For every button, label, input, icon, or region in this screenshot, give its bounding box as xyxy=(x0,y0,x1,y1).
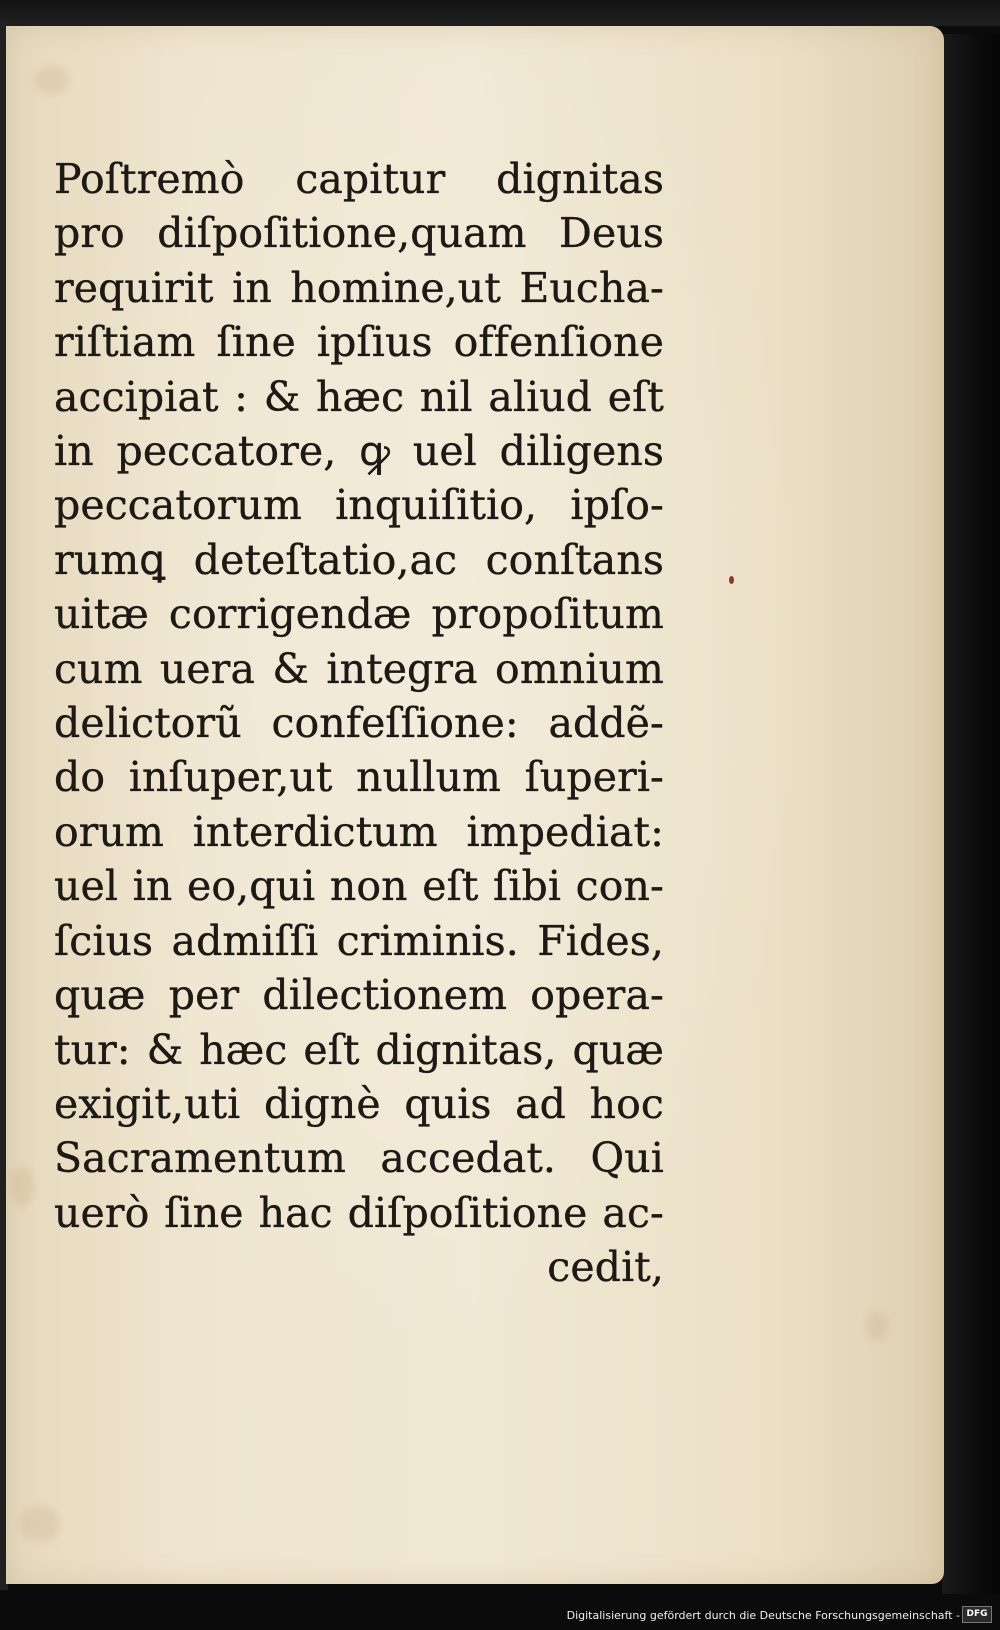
text-line: uerò ſine hac diſpoſitione ac- xyxy=(54,1188,664,1237)
book-edge xyxy=(942,34,1000,1594)
paper-stain xyxy=(10,1166,34,1206)
catchword: cedit, xyxy=(547,1243,664,1292)
dfg-logo: DFG xyxy=(962,1606,992,1623)
paper-stain xyxy=(866,1311,888,1341)
text-line: cum uera & integra omnium xyxy=(54,644,664,693)
text-line: Poſtremò capitur dignitas xyxy=(54,155,664,203)
text-line: quæ per dilectionem opera- xyxy=(54,971,664,1020)
text-line: accipiat : & hæc nil aliud eſt xyxy=(54,372,664,421)
text-line: riſtiam ſine ipſius offenſione xyxy=(54,318,664,367)
scan-footer xyxy=(0,1596,1000,1630)
text-line: uel in eo,qui non eſt ſibi con- xyxy=(54,862,664,911)
scan-top-edge xyxy=(0,0,1000,26)
text-line: tur: & hæc eſt dignitas, quæ xyxy=(54,1025,664,1074)
book-page xyxy=(6,26,944,1584)
text-line: exigit,uti dignè quis ad hoc xyxy=(54,1079,664,1128)
text-line: ſcius admiſſi criminis. Fides, xyxy=(54,916,664,965)
text-line: peccatorum inquiſitio, ipſo- xyxy=(54,481,664,530)
text-line: requirit in homine,ut Eucha- xyxy=(54,263,664,312)
text-line: pro diſpoſitione,quam Deus xyxy=(54,209,664,258)
digitization-credit: Digitalisierung gefördert durch die Deutsche Forschungsgemeinschaft - xyxy=(566,1609,960,1622)
text-line: uitæ corrigendæ propoſitum xyxy=(54,590,664,639)
text-line: delictorũ confeſſione: addẽ- xyxy=(54,699,664,748)
paper-stain xyxy=(20,1506,60,1542)
text-line: do inſuper,ut nullum ſuperi- xyxy=(54,753,664,802)
text-line: orum interdictum impediat: xyxy=(54,807,664,856)
text-line: rumꝗ deteſtatio,ac conſtans xyxy=(54,535,664,584)
text-line: in peccatore, ꝙ uel diligens xyxy=(54,427,664,476)
text-line: Sacramentum accedat. Qui xyxy=(54,1134,664,1183)
ink-spot xyxy=(729,576,734,584)
page-text-block xyxy=(54,152,664,1295)
paper-stain xyxy=(34,66,70,94)
